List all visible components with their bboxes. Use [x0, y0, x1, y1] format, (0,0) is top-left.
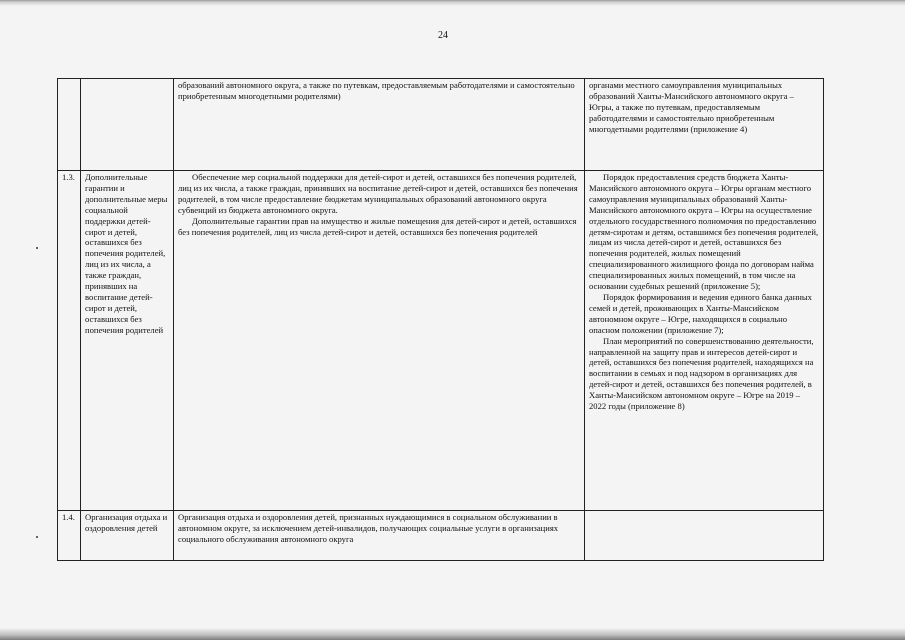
description-paragraph: Обеспечение мер социальной поддержки для детей-сирот и детей, оставшихся без попечения родителей, лиц из их числа, а также граждан, принявших на воспитание детей-сирот и детей, оставшихся без попечения родителей, в том числе предоставление бюджетам муниципальных образований автономного округа субвенций из бюджета автономного округа.	[178, 172, 578, 215]
measure-description-cell	[174, 171, 585, 511]
measure-description-cell	[174, 79, 585, 171]
measure-name-cell	[81, 79, 174, 171]
scan-speck	[36, 536, 38, 538]
row-number-cell: 1.3.	[58, 171, 81, 511]
regulation-paragraph: Порядок предоставления средств бюджета Ханты-Мансийского автономного округа – Югры органам местного самоуправления муниципальных образований Ханты-Мансийского автономного округа – Югры на осуществление отдельного государственного полномочия по предоставлению детям-сиротам и детям, оставшимся без попечения родителей, лицам из числа детей-сирот и детей, оставшихся без попечения родителей, жилых помещений специализированного жилищного фонда по договорам найма специализированных жилых помещений, в том числе на основании судебных решений (приложение 5);	[589, 172, 819, 292]
regulation-cell	[585, 171, 824, 511]
regulation-paragraph: План мероприятий по совершенствованию деятельности, направленной на защиту прав и интересов детей-сирот и детей, оставшихся без попечения родителей, находящихся на воспитании в семьях и под надзором в организациях для детей-сирот и детей, оставшихся без попечения родителей, в Ханты-Мансийском автономном округе – Югре на 2019 – 2022 годы (приложение 8)	[589, 335, 814, 412]
scan-bottom-edge	[0, 628, 905, 640]
table-row	[58, 79, 824, 171]
regulation-text: органами местного самоуправления муниципальных образований Ханты-Мансийского автономного округа – Югры, а также по путевкам, предоставляемым работодателями и самостоятельно приобретенным многодетными родителями (приложение 4)	[589, 80, 794, 134]
description-text: Организация отдыха и оздоровления детей, признанных нуждающимися в социальном обслуживании в автономном округе, за исключением детей-инвалидов, получающих социальные услуги в организациях социального обслуживания автономного округа	[178, 512, 559, 544]
scan-top-edge	[0, 0, 905, 6]
regulation-cell	[585, 79, 824, 171]
regulation-paragraph: Порядок формирования и ведения единого банка данных семей и детей, проживающих в Ханты-Мансийском автономном округе – Югре, находящихся в социально опасном положении (приложение 7);	[589, 291, 812, 335]
description-paragraph: Дополнительные гарантии прав на имущество и жилые помещения для детей-сирот и детей, оставшихся без попечения родителей, лиц из числа детей-сирот и детей, оставшихся без попечения родителей	[178, 215, 577, 237]
row-number-cell: 1.4.	[58, 511, 81, 561]
regulation-cell	[585, 511, 824, 561]
measure-name-cell: Организация отдыха и оздоровления детей	[81, 511, 174, 561]
program-table	[57, 78, 824, 561]
table-row	[58, 511, 824, 561]
measure-name-cell: Дополнительные гарантии и дополнительные меры социальной поддержки детей-сирот и детей, оставшихся без попечения родителей, лиц из их числа, а также граждан, принявших на воспитание детей-сирот и детей, оставшихся без попечения родителей	[81, 171, 174, 511]
description-text: образований автономного округа, а также по путевкам, предоставляемым работодателями и самостоятельно приобретенным многодетными родителями)	[178, 80, 575, 101]
page-number: 24	[438, 30, 448, 41]
table-row	[58, 171, 824, 511]
scan-speck	[36, 247, 38, 249]
row-number-cell	[58, 79, 81, 171]
measure-description-cell	[174, 511, 585, 561]
